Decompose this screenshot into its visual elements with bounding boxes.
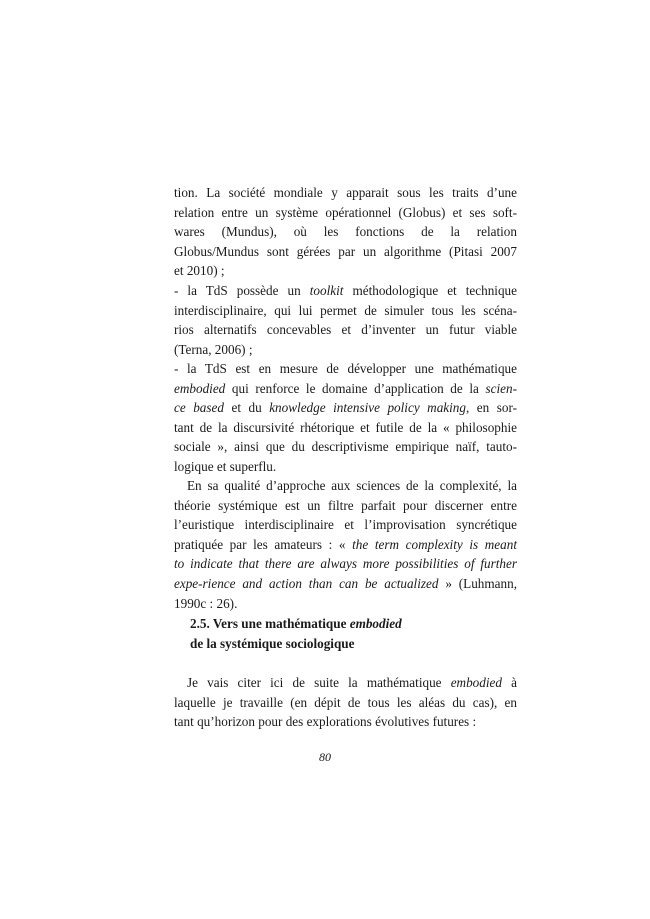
text-line: relation entre un système opérationnel (Globus) et ses soft- (174, 204, 517, 220)
quote-text: to indicate that there are always more possibilities of further (174, 556, 517, 572)
paragraph-embodied-math (174, 673, 517, 732)
text-line (174, 379, 517, 399)
text-line: l’euristique interdisciplinaire et l’improvisation syncrétique (174, 517, 517, 533)
text-line: En sa qualité d’approche aux sciences de la complexité, la (187, 478, 517, 493)
text-line: tant qu’horizon pour des explorations évolutives futures : (174, 714, 477, 730)
text-line: - la TdS est en mesure de développer une mathématique (174, 361, 517, 376)
text-line: tion. La société mondiale y apparait sous les traits d’une (174, 185, 517, 200)
text-line: logique et superflu. (174, 458, 277, 474)
text-run: » (Luhmann, (438, 575, 517, 591)
text-run: Je vais citer ici de suite la mathématique (187, 675, 451, 690)
paragraph-complexity (174, 476, 517, 613)
text-line (174, 673, 517, 693)
text-line (174, 398, 517, 418)
text-run: qui renforce le domaine d’application de la (225, 380, 486, 396)
text-run: à (501, 675, 517, 690)
italic-term: knowledge intensive policy making (269, 400, 466, 416)
text-line: 1990c : 26). (174, 595, 238, 611)
text-run: méthodologique et technique (343, 283, 517, 298)
italic-term: embodied (349, 616, 402, 631)
section-heading (190, 614, 520, 653)
heading-line: de la systémique sociologique (190, 635, 355, 651)
italic-term: embodied (450, 675, 502, 690)
text-line: laquelle je travaille (en dépit de tous les aléas du cas), en (174, 694, 517, 710)
text-line: et 2010) ; (174, 263, 225, 279)
text-run: , en sor- (466, 400, 517, 416)
italic-term: ce based (174, 400, 224, 416)
text-run: et du (223, 400, 270, 416)
paragraph-tds-toolkit (174, 281, 517, 359)
italic-term: toolkit (309, 283, 344, 298)
paragraph-tds-mathematics (174, 359, 517, 477)
italic-term: embodied (174, 380, 226, 396)
text-line: interdisciplinaire, qui lui permet de simuler tous les scéna- (174, 302, 517, 318)
quote-text: expe-rience and action than can be actualized (174, 575, 439, 591)
text-line (174, 281, 517, 301)
text-line: (Terna, 2006) ; (174, 341, 253, 357)
heading-line (190, 614, 520, 634)
italic-term: scien- (485, 380, 517, 396)
text-line: rios alternatifs concevables et d’inventer un futur viable (174, 322, 517, 338)
paragraph-society-system (174, 183, 517, 281)
text-line (174, 535, 517, 555)
text-line: wares (Mundus), où les fonctions de la relation (174, 224, 517, 240)
text-run: - la TdS possède un (174, 283, 310, 298)
text-run: pratiquée par les amateurs : « (174, 536, 353, 552)
text-line: sociale », ainsi que du descriptivisme empirique naïf, tauto- (174, 439, 517, 455)
text-line: tant de la discursivité rhétorique et futile de la « philosophie (174, 419, 517, 435)
text-line: Globus/Mundus sont gérées par un algorithme (Pitasi 2007 (174, 243, 517, 259)
quote-text: the term complexity is meant (352, 536, 517, 552)
text-run: 2.5. Vers une mathématique (190, 616, 350, 631)
page-number: 80 (319, 750, 331, 764)
text-line: théorie systémique est un filtre parfait pour discerner entre (174, 497, 517, 513)
text-line (174, 574, 517, 594)
